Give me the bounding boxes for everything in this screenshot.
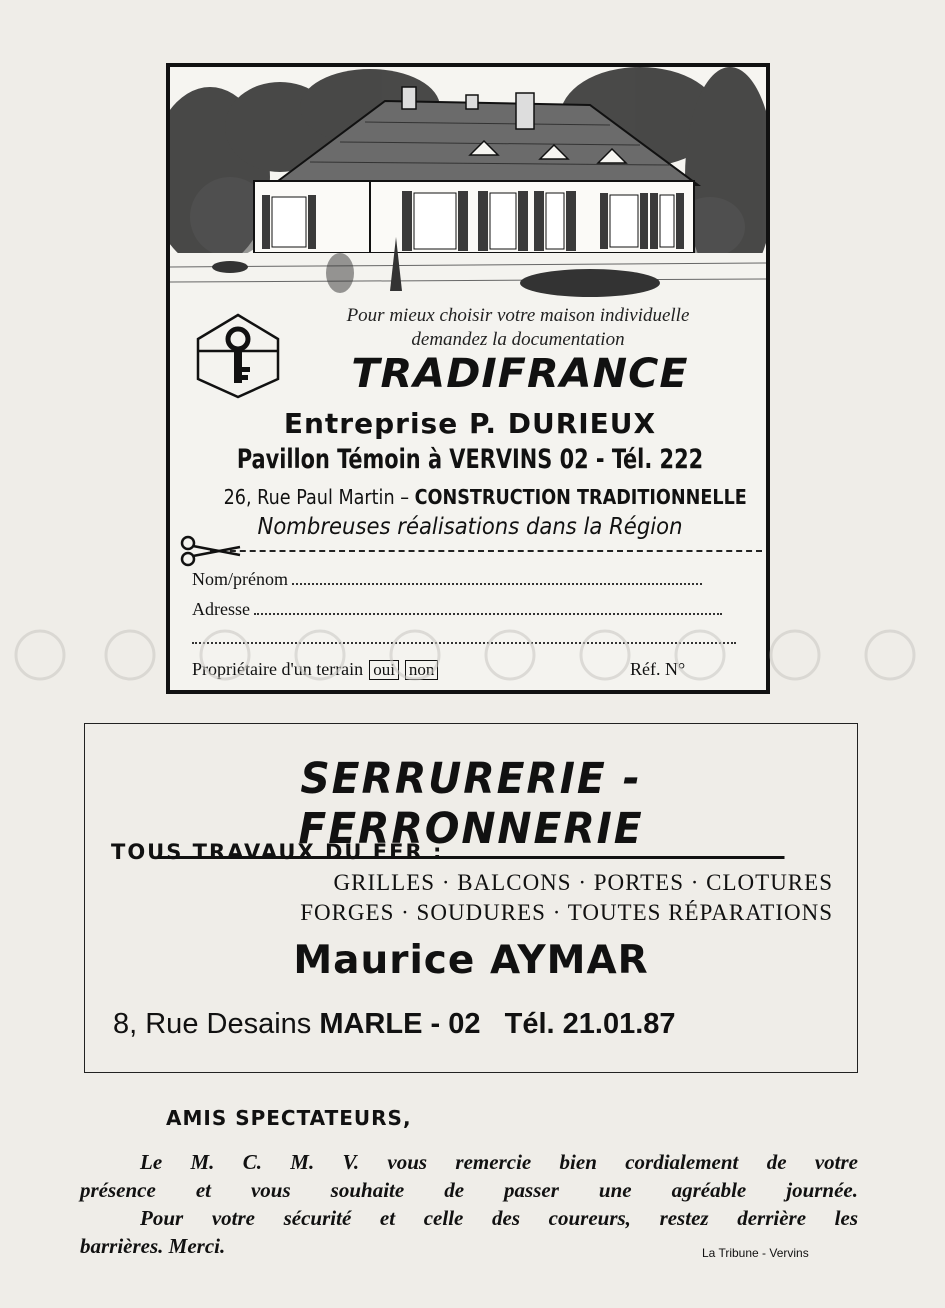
tradifrance-ad [166, 63, 770, 694]
closing-line-3: Pour votre sécurité et celle des coureurs, restez derrière les [140, 1206, 858, 1230]
ad2-town: MARLE - 02 [319, 1008, 481, 1040]
showhouse-line: Pavillon Témoin à VERVINS 02 - Tél. 222 [236, 444, 704, 475]
reference-label: Réf. N° [630, 659, 686, 679]
name-field[interactable] [292, 583, 702, 585]
closing-line-2: présence et vous souhaite de passer une agréable journée. [80, 1178, 858, 1202]
form-name-row[interactable] [192, 569, 702, 590]
form-owner-row [192, 659, 438, 680]
closing-heading: AMIS SPECTATEURS, [166, 1106, 412, 1130]
scissors-icon [178, 535, 242, 567]
address-label: Adresse [192, 599, 250, 619]
owner-label: Propriétaire d'un terrain [192, 659, 364, 679]
region-line: Nombreuses réalisations dans la Région [257, 514, 683, 540]
no-checkbox[interactable]: non [405, 660, 439, 680]
closing-line-1: Le M. C. M. V. vous remercie bien cordialement de votre [140, 1150, 858, 1174]
address-separator: – [394, 485, 415, 509]
ad2-street: 8, Rue Desains [113, 1008, 320, 1040]
ad2-phone: Tél. 21.01.87 [504, 1008, 676, 1040]
intro-line-1: Pour mieux choisir votre maison individuelle [346, 305, 690, 326]
services-line-1: GRILLES · BALCONS · PORTES · CLOTURES [333, 870, 833, 895]
address-street: 26, Rue Paul Martin [223, 485, 395, 509]
ad2-owner-name: Maurice AYMAR [293, 938, 649, 983]
ad2-subheading: TOUS TRAVAUX DU FER : [111, 840, 444, 864]
key-house-logo-icon [194, 311, 282, 399]
address-field[interactable] [254, 613, 722, 615]
printer-credit: La Tribune - Vervins [702, 1246, 809, 1260]
services-line-2: FORGES · SOUDURES · TOUTES RÉPARATIONS [300, 900, 833, 925]
address-line [223, 485, 747, 509]
cut-line [210, 550, 762, 552]
address-field-2[interactable] [192, 642, 736, 644]
intro-line-2: demandez la documentation [411, 329, 625, 350]
company-name: Entreprise P. DURIEUX [283, 407, 657, 440]
serrurerie-ad [84, 723, 858, 1073]
ad2-heading: SERRURERIE - FERRONNERIE [158, 754, 785, 859]
brand-name: TRADIFRANCE [351, 351, 689, 397]
address-tagline: CONSTRUCTION TRADITIONNELLE [414, 485, 747, 509]
closing-line-4: barrières. Merci. [80, 1234, 226, 1258]
yes-checkbox[interactable]: oui [369, 660, 399, 680]
house-illustration [170, 67, 766, 303]
form-address-row[interactable] [192, 599, 722, 620]
name-label: Nom/prénom [192, 569, 288, 589]
form-address-continued[interactable] [192, 627, 736, 649]
ad2-address [113, 1008, 676, 1041]
